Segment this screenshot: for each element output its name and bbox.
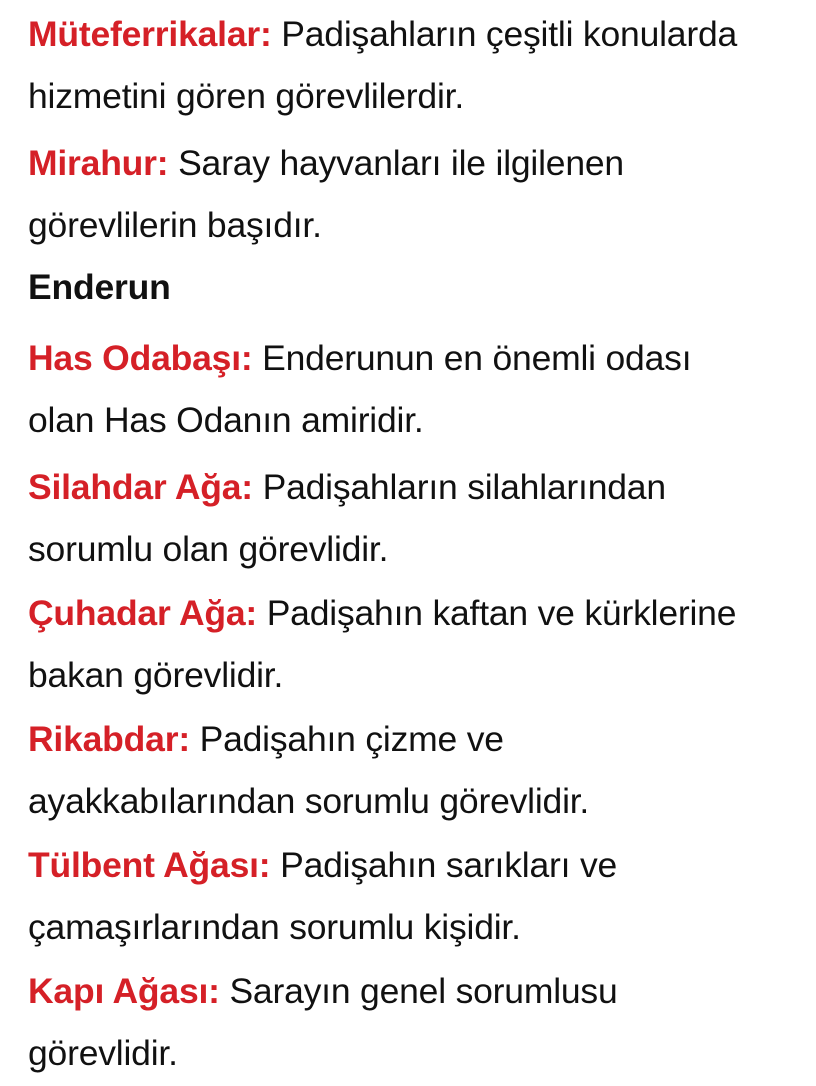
entry-silahdar-aga [28,456,666,580]
entry-description-continued: hizmetini gören görevlilerdir. [28,76,464,116]
entry-description: Padişahın sarıkları ve [270,845,618,885]
entry-description-continued: sorumlu olan görevlidir. [28,529,389,569]
entry-muteferrikalar [28,3,737,127]
entry-term: Rikabdar: [28,719,190,759]
entry-description-continued: ayakkabılarından sorumlu görevlidir. [28,781,590,821]
entry-term: Tülbent Ağası: [28,845,271,885]
entry-cuhadar-aga [28,582,736,706]
entry-description: Padişahın kaftan ve kürklerine [257,593,737,633]
entry-term: Mirahur: [28,143,169,183]
entry-has-odabasi [28,327,691,451]
entry-description-continued: bakan görevlidir. [28,655,284,695]
entry-term: Çuhadar Ağa: [28,593,258,633]
entry-description-continued: olan Has Odanın amiridir. [28,400,424,440]
entry-description-continued: görevlilerin başıdır. [28,205,322,245]
entry-rikabdar [28,708,589,832]
entry-description: Padişahların çeşitli konularda [271,14,738,54]
entry-mirahur [28,132,624,256]
entry-term: Has Odabaşı: [28,338,253,378]
entry-description: Enderunun en önemli odası [252,338,692,378]
entry-tulbent-agasi [28,834,617,958]
entry-description: Saray hayvanları ile ilgilenen [168,143,624,183]
entry-description: Sarayın genel sorumlusu [219,971,618,1011]
entry-term: Müteferrikalar: [28,14,272,54]
entry-description: Padişahların silahlarından [252,467,666,507]
entry-description-continued: görevlidir. [28,1033,178,1073]
entry-term: Silahdar Ağa: [28,467,253,507]
section-heading-enderun: Enderun [28,267,171,307]
entry-description: Padişahın çizme ve [189,719,504,759]
entry-description-continued: çamaşırlarından sorumlu kişidir. [28,907,521,947]
entry-kapi-agasi [28,960,618,1084]
entry-term: Kapı Ağası: [28,971,220,1011]
